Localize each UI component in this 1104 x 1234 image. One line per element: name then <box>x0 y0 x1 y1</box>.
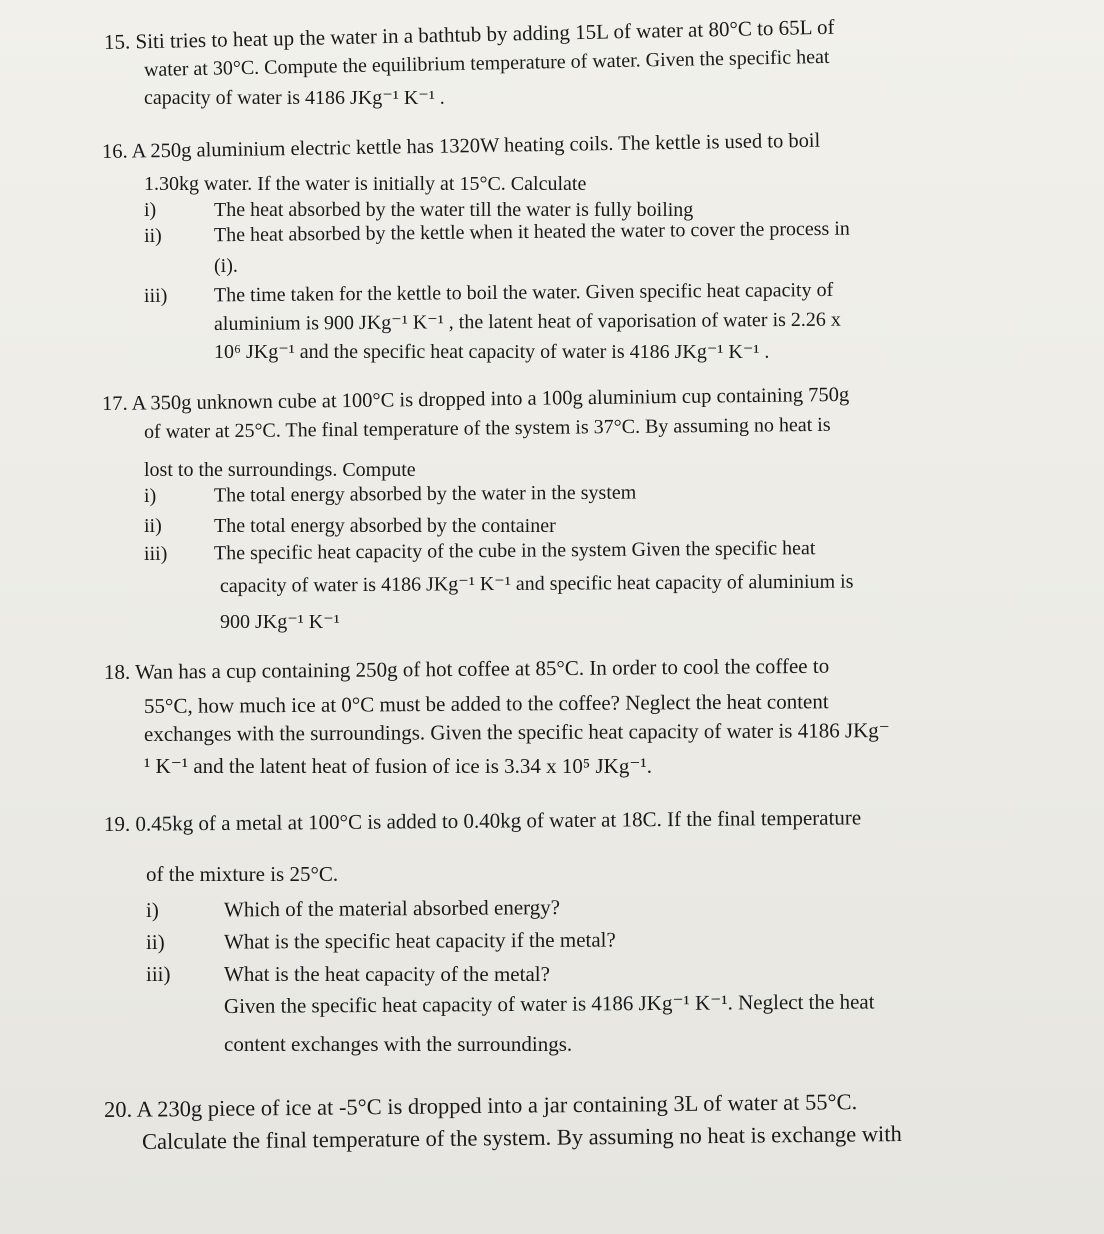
q16-ii-label: ii) <box>143 224 162 247</box>
q16-iii-text: The time taken for the kettle to boil the water. Given specific heat capacity of <box>213 278 834 307</box>
q16-part-iii <box>144 278 833 308</box>
q20-line-1: 20. A 230g piece of ice at -5°C is dropped into a jar containing 3L of water at 55°C. <box>103 1089 858 1122</box>
q17-part-i <box>144 481 636 508</box>
q19-line-1: 19. 0.45kg of a metal at 100°C is added to 0.40kg of water at 18C. If the final temperature <box>103 805 862 836</box>
q15-line-3: capacity of water is 4186 JKg⁻¹ K⁻¹ . <box>144 87 445 109</box>
q18-line-3: exchanges with the surroundings. Given the specific heat capacity of water is 4186 JKg⁻ <box>143 718 890 746</box>
q17-iii-text: The specific heat capacity of the cube in the system Given the specific heat <box>213 537 816 565</box>
q16-ii-text-2: (i). <box>214 255 238 277</box>
q18-line-4: ¹ K⁻¹ and the latent heat of fusion of ice is 3.34 x 10⁵ JKg⁻¹. <box>144 754 652 778</box>
q19-i-text: Which of the material absorbed energy? <box>223 895 561 922</box>
q19-part-i <box>146 895 560 922</box>
q17-ii-label: ii) <box>144 515 162 537</box>
q17-iii-text-3: 900 JKg⁻¹ K⁻¹ <box>220 611 340 633</box>
q18-line-1: 18. Wan has a cup containing 250g of hot coffee at 85°C. In order to cool the coffee to <box>103 653 830 684</box>
q20-line-2: Calculate the final temperature of the system. By assuming no heat is exchange with <box>141 1121 902 1154</box>
q19-part-ii <box>146 928 616 954</box>
q19-given-1: Given the specific heat capacity of water is 4186 JKg⁻¹ K⁻¹. Neglect the heat <box>223 989 875 1018</box>
q15-line-1: 15. Siti tries to heat up the water in a bathtub by adding 15L of water at 80°C to 65L of <box>103 14 835 54</box>
q17-iii-label: iii) <box>143 542 168 565</box>
q17-ii-text: The total energy absorbed by the container <box>214 515 556 537</box>
q17-iii-text-2: capacity of water is 4186 JKg⁻¹ K⁻¹ and specific heat capacity of aluminium is <box>219 570 854 597</box>
q19-part-iii <box>146 962 550 986</box>
q19-iii-text: What is the heat capacity of the metal? <box>224 962 550 986</box>
q17-line-2: of water at 25°C. The final temperature of the system is 37°C. By assuming no heat is <box>143 413 831 443</box>
q19-ii-label: ii) <box>145 929 165 954</box>
q16-iii-text-2: aluminium is 900 JKg⁻¹ K⁻¹ , the latent heat of vaporisation of water is 2.26 x <box>213 308 841 335</box>
q19-given-2: content exchanges with the surroundings. <box>224 1032 573 1056</box>
q17-line-3: lost to the surroundings. Compute <box>144 459 416 481</box>
q16-i-label: i) <box>144 199 157 221</box>
q17-part-ii <box>144 514 556 538</box>
q16-line-2: 1.30kg water. If the water is initially at 15°C. Calculate <box>144 173 587 195</box>
q16-iii-text-3: 10⁶ JKg⁻¹ and the specific heat capacity of water is 4186 JKg⁻¹ K⁻¹ . <box>214 341 770 363</box>
q17-line-1: 17. A 350g unknown cube at 100°C is dropped into a 100g aluminium cup containing 750g <box>101 383 850 415</box>
q15-line-2: water at 30°C. Compute the equilibrium temperature of water. Given the specific heat <box>143 45 830 81</box>
q19-i-label: i) <box>145 897 159 922</box>
q17-i-label: i) <box>143 484 157 507</box>
q19-ii-text: What is the specific heat capacity if the metal? <box>223 927 616 954</box>
q18-line-2: 55°C, how much ice at 0°C must be added to the coffee? Neglect the heat content <box>143 689 829 718</box>
q19-iii-label: iii) <box>146 962 171 986</box>
q16-iii-label: iii) <box>143 284 168 307</box>
q17-part-iii <box>144 536 816 566</box>
q16-line-1: 16. A 250g aluminium electric kettle has 1320W heating coils. The kettle is used to boil <box>101 129 821 163</box>
q16-i-text: The heat absorbed by the water till the water is fully boiling <box>214 199 694 221</box>
q16-ii-text: The heat absorbed by the kettle when it heated the water to cover the process in <box>213 217 850 247</box>
q19-line-2: of the mixture is 25°C. <box>146 862 339 886</box>
q17-i-text: The total energy absorbed by the water in the system <box>213 481 637 507</box>
